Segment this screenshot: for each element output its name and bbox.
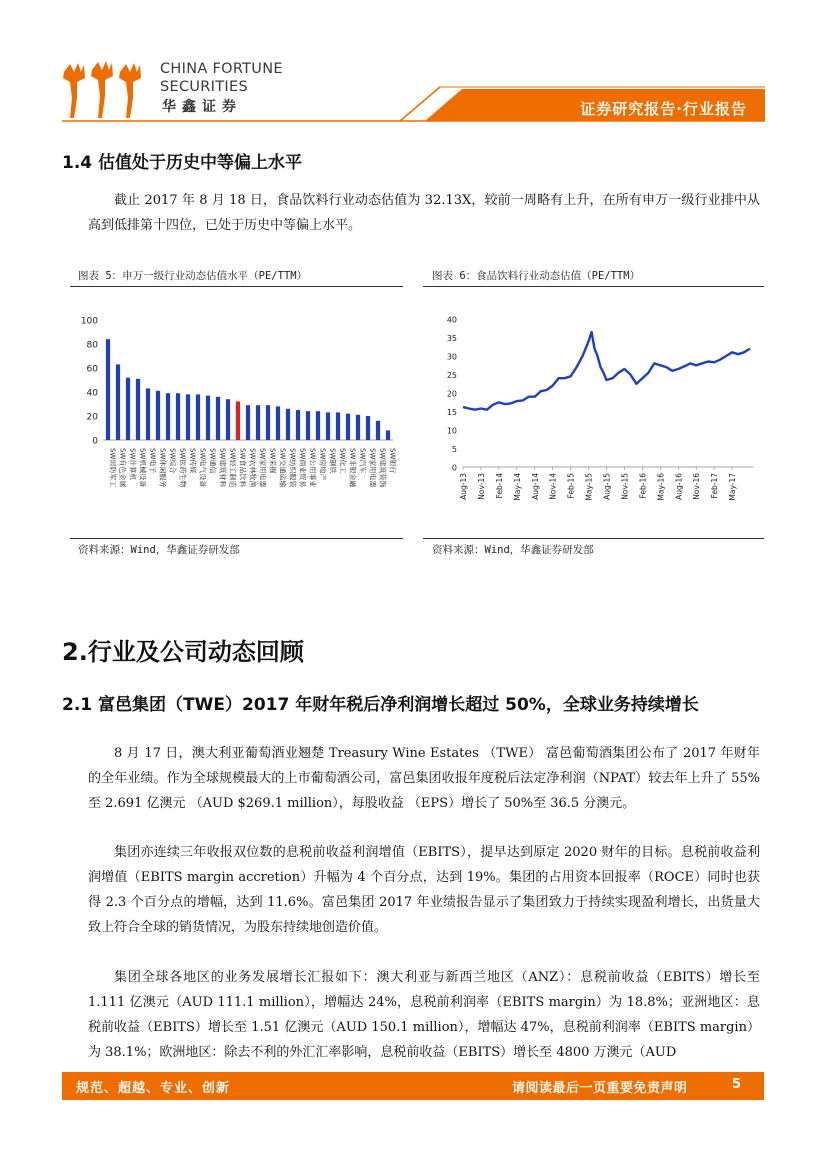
section-heading-2-1: 2.1 富邑集团（TWE）2017 年财年税后净利润增长超过 50%，全球业务持续增长 xyxy=(62,695,699,715)
bar xyxy=(386,430,390,440)
x-tick-label: SW建筑装饰 xyxy=(378,448,387,488)
bar xyxy=(196,394,200,440)
y-tick-label: 60 xyxy=(86,364,98,375)
figure-6-source: 资料来源：Wind，华鑫证券研发部 xyxy=(432,544,594,556)
bar xyxy=(306,411,310,440)
y-tick-label: 20 xyxy=(446,389,457,399)
bar xyxy=(206,396,210,440)
y-tick-label: 80 xyxy=(86,340,98,351)
x-tick-label: Feb-15 xyxy=(566,473,576,499)
bar xyxy=(376,421,380,440)
x-tick-label: SW传媒 xyxy=(188,448,197,474)
y-tick-label: 5 xyxy=(451,445,457,454)
y-tick-label: 20 xyxy=(86,412,98,423)
bar xyxy=(326,412,330,440)
twe-paragraph-1: 8 月 17 日，澳大利亚葡萄酒业翘楚 Treasury Wine Estates （TWE） 富邑葡萄酒集团公布了 2017 年财年的全年业绩。作为全球规模最大的上市葡萄酒公司，富邑集团收报年度税后法定净利润（NPAT）较去年上升了 55%至 2.691 亿澳元 （AUD $269.1 million），每股收益 （EPS）增长了 50%至 36.5 分澳元。 xyxy=(88,746,760,811)
bar xyxy=(256,405,260,440)
x-tick-label: SW采掘 xyxy=(268,448,277,474)
x-tick-label: SW电气设备 xyxy=(198,448,207,488)
bar xyxy=(346,414,350,440)
bar xyxy=(146,388,150,440)
x-tick-label: SW房地产 xyxy=(318,448,327,481)
x-tick-label: May-14 xyxy=(512,473,522,501)
section-heading-2: 2.行业及公司动态回顾 xyxy=(62,638,304,666)
bar xyxy=(276,406,280,440)
x-tick-label: SW国防军工 xyxy=(108,448,117,488)
brand-name-cn: 华鑫证券 xyxy=(162,99,242,115)
x-tick-label: SW建筑材料 xyxy=(218,448,227,488)
brand-name-en-line1: CHINA FORTUNE xyxy=(160,61,283,77)
y-tick-label: 25 xyxy=(446,371,457,380)
x-tick-label: Nov-15 xyxy=(620,473,630,500)
footer-disclaimer: 请阅读最后一页重要免责声明 xyxy=(512,1081,688,1096)
x-tick-label: SW化工 xyxy=(338,448,347,474)
x-tick-label: SW汽车 xyxy=(358,448,367,474)
y-tick-label: 10 xyxy=(446,426,457,436)
bar xyxy=(366,416,370,440)
bar xyxy=(116,364,120,440)
bar xyxy=(216,397,220,440)
x-tick-label: Feb-16 xyxy=(638,473,648,499)
bar xyxy=(336,412,340,440)
x-tick-label: Nov-14 xyxy=(548,473,558,500)
x-tick-label: Aug-13 xyxy=(459,473,468,500)
bar xyxy=(106,339,110,440)
x-tick-label: SW家用电器 xyxy=(368,448,377,488)
y-tick-label: 40 xyxy=(86,388,98,399)
page-number: 5 xyxy=(732,1077,742,1092)
y-tick-label: 0 xyxy=(451,463,457,473)
figure-6-bottom-rule xyxy=(423,538,764,539)
y-tick-label: 35 xyxy=(446,334,457,343)
x-tick-label: Aug-16 xyxy=(674,473,684,500)
x-tick-label: SW通信 xyxy=(208,448,217,474)
x-tick-label: SW食品饮料 xyxy=(238,448,247,488)
x-tick-label: SW交通运输 xyxy=(278,448,287,488)
section-heading-1-4: 1.4 估值处于历史中等偏上水平 xyxy=(62,153,303,173)
bar xyxy=(316,411,320,440)
y-tick-label: 30 xyxy=(446,352,457,362)
twe-paragraph-3: 集团全球各地区的业务发展增长汇报如下：澳大利亚与新西兰地区（ANZ）：息税前收益（EBITS）增长至 1.111 亿澳元（AUD 111.1 million），增幅达 24%，息税前利润率（EBITS margin）为 18.8%；亚洲地区：息税前收益（EBITS）增长至 1.51 亿澳元（AUD 150.1 million），增幅达 47%，息税前利润率（EBITS margin）为 38.1%；欧洲地区：除去不利的外汇汇率影响，息税前收益（EBITS）增长至 4800 万澳元（AUD xyxy=(88,970,760,1060)
twe-paragraph-2: 集团亦连续三年收报双位数的息税前收益利润增值（EBITS），提早达到原定 2020 财年的目标。息税前收益利润增值（EBITS margin accretion）升幅为 4 个百分点，达到 19%。集团的占用资本回报率（ROCE）同时也获得 2.3 个百分点的增幅，达到 11.6%。富邑集团 2017 年业绩报告显示了集团致力于持续实现盈利增长，出货量大致上符合全球的销货情况，为股东持续地创造价值。 xyxy=(88,845,760,935)
x-tick-label: SW商业贸易 xyxy=(298,448,307,488)
bar xyxy=(166,393,170,440)
bar xyxy=(356,415,360,440)
pe-bar-chart xyxy=(70,290,403,538)
x-tick-label: SW有色金属 xyxy=(118,448,127,488)
x-tick-label: Nov-16 xyxy=(692,473,702,500)
bar xyxy=(126,378,130,440)
bar xyxy=(236,401,240,440)
x-tick-label: Aug-15 xyxy=(602,473,612,500)
y-tick-label: 0 xyxy=(92,436,98,447)
report-type-title: 证券研究报告·行业报告 xyxy=(580,100,747,118)
x-tick-label: SW医药生物 xyxy=(178,448,187,488)
x-tick-label: SW机械设备 xyxy=(138,448,147,488)
bar xyxy=(176,393,180,440)
bar xyxy=(246,405,250,440)
figure-5-top-rule xyxy=(70,286,403,287)
x-tick-label: SW家用电器 xyxy=(258,448,267,488)
x-tick-label: Feb-17 xyxy=(710,473,720,499)
x-tick-label: Nov-13 xyxy=(476,473,486,500)
x-tick-label: SW纺织服装 xyxy=(288,448,297,488)
x-tick-label: SW农林牧渔 xyxy=(248,448,257,488)
bar xyxy=(266,405,270,440)
bar xyxy=(186,394,190,440)
y-tick-label: 15 xyxy=(446,408,457,417)
bar xyxy=(286,409,290,440)
brand-name-en-line2: SECURITIES xyxy=(160,79,248,95)
y-tick-label: 40 xyxy=(446,315,457,325)
footer-slogan: 规范、超越、专业、创新 xyxy=(76,1081,231,1096)
x-tick-label: SW非银金融 xyxy=(348,448,357,488)
figure-6-caption: 图表 6：食品饮料行业动态估值（PE/TTM） xyxy=(432,270,641,282)
x-tick-label: SW轻工制造 xyxy=(228,448,237,488)
bar xyxy=(226,399,230,440)
x-tick-label: May-17 xyxy=(728,473,738,501)
bar xyxy=(156,391,160,440)
series-line xyxy=(463,332,750,410)
figure-5-caption: 图表 5：申万一级行业动态估值水平（PE/TTM） xyxy=(78,270,308,282)
x-tick-label: SW综合 xyxy=(168,448,177,474)
valuation-paragraph: 截止 2017 年 8 月 18 日，食品饮料行业动态估值为 32.13X，较前一周略有上升，在所有申万一级行业排中从高到低排第十四位，已处于历史中等偏上水平。 xyxy=(88,193,760,233)
x-tick-label: May-15 xyxy=(584,473,594,501)
figure-5-bottom-rule xyxy=(70,538,403,539)
x-tick-label: Feb-14 xyxy=(494,473,504,499)
x-tick-label: SW休闲服务 xyxy=(158,448,167,488)
x-tick-label: SW计算机 xyxy=(128,448,137,481)
x-tick-label: SW电子 xyxy=(148,448,157,474)
x-tick-label: SW银行 xyxy=(388,448,397,474)
x-tick-label: SW钢铁 xyxy=(328,448,337,474)
bar xyxy=(136,379,140,440)
x-tick-label: May-16 xyxy=(656,473,666,501)
pe-line-chart xyxy=(423,290,764,538)
x-tick-label: SW公用事业 xyxy=(308,448,317,488)
bar xyxy=(296,410,300,440)
figure-6-top-rule xyxy=(423,286,764,287)
figure-5-source: 资料来源：Wind，华鑫证券研发部 xyxy=(78,544,240,556)
x-tick-label: Aug-14 xyxy=(530,473,540,500)
y-tick-label: 100 xyxy=(80,316,98,327)
